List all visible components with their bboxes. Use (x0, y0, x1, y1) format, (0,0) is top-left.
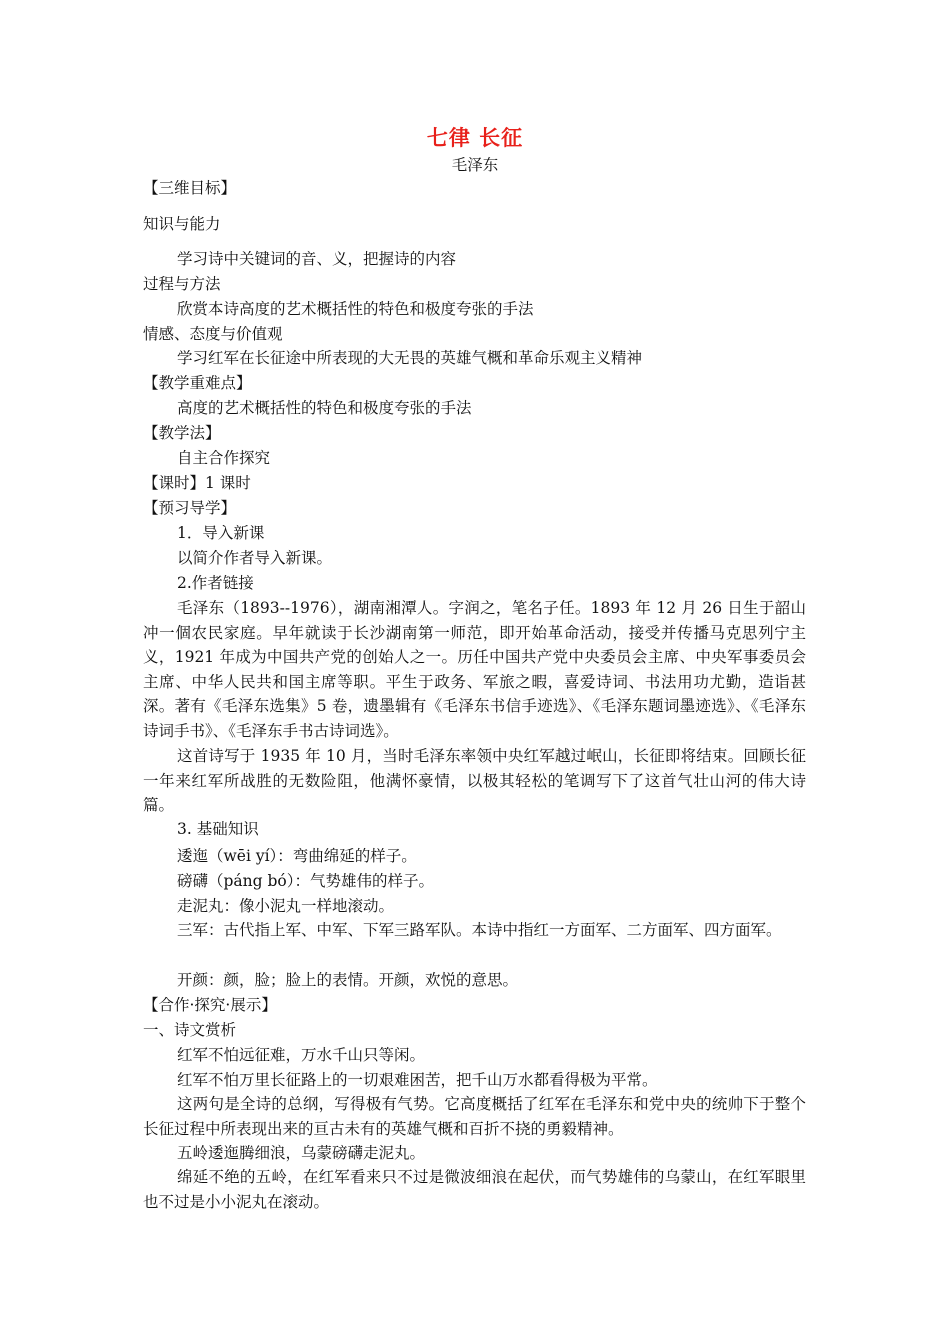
part-poem-analysis: 一、诗文赏析 (143, 1021, 237, 1039)
poem-line-1-analysis: 这两句是全诗的总纲，写得极有气势。它高度概括了红军在毛泽东和党中央的统帅下于整个长征过程中所表现出来的亘古未有的英雄气概和百折不挠的勇毅精神。 (143, 1095, 806, 1138)
heading-goals: 【三维目标】 (143, 179, 237, 197)
emotion-text: 学习红军在长征途中所表现的大无畏的英雄气概和革命乐观主义精神 (177, 349, 643, 367)
poem-line-2: 五岭逶迤腾细浪，乌蒙磅礴走泥丸。 (177, 1144, 426, 1162)
subheading-knowledge: 知识与能力 (143, 215, 221, 233)
vocab-zouniwan: 走泥丸：像小泥丸一样地滚动。 (177, 897, 395, 915)
author-bio-paragraph: 毛泽东（1893--1976），湖南湘潭人。字润之，笔名子任。1893 年 12 月 26 日生于韶山冲一個农民家庭。早年就读于长沙湖南第一师范，即开始革命活动，接受并传播马克思列宁主义，1921 年成为中国共产党的创始人之一。历任中国共产党中央委员会主席、中央军事委员会主席、中华人民共和国主席等职。平生于政务、军旅之暇，喜爱诗词、书法用功尤勤，造诣甚深。著有《毛泽东选集》5 卷，遗墨辑有《毛泽东书信手迹选》、《毛泽东题词墨迹选》、《毛泽东诗词手书》、《毛泽东手书古诗词选》。 (143, 599, 806, 740)
knowledge-text: 学习诗中关键词的音、义，把握诗的内容 (177, 250, 457, 268)
section-author-link: 2.作者链接 (177, 574, 254, 592)
section-basics: 3. 基础知识 (177, 820, 259, 838)
page-title: 七律 长征 (426, 126, 524, 150)
heading-preview: 【预习导学】 (143, 499, 237, 517)
poem-line-2-explanation: 绵延不绝的五岭，在红军看来只不过是微波细浪在起伏，而气势雄伟的乌蒙山，在红军眼里也不过是小小泥丸在滚动。 (143, 1168, 806, 1211)
subheading-process: 过程与方法 (143, 275, 221, 293)
poem-line-1-explanation: 红军不怕万里长征路上的一切艰难困苦，把千山万水都看得极为平常。 (177, 1071, 658, 1089)
vocab-sanjun: 三军：古代指上军、中军、下军三路军队。本诗中指红一方面军、二方面军、四方面军。 (177, 921, 782, 939)
poem-line-1: 红军不怕远征难，万水千山只等闲。 (177, 1046, 426, 1064)
subheading-emotion: 情感、态度与价值观 (143, 325, 283, 343)
vocab-weiyi: 逶迤（wēi yí）：弯曲绵延的样子。 (177, 847, 417, 865)
key-points-text: 高度的艺术概括性的特色和极度夸张的手法 (177, 399, 472, 417)
process-text: 欣赏本诗高度的艺术概括性的特色和极度夸张的手法 (177, 300, 534, 318)
section-intro-text: 以简介作者导入新课。 (177, 549, 333, 567)
poem-background-paragraph: 这首诗写于 1935 年 10 月，当时毛泽东率领中央红军越过岷山，长征即将结束。回顾长征一年来红军所战胜的无数险阻，他满怀豪情，以极其轻松的笔调写下了这首气壮山河的伟大诗篇。 (143, 747, 806, 814)
heading-key-points: 【教学重难点】 (143, 374, 252, 392)
section-intro: 1．导入新课 (177, 524, 265, 542)
author-name: 毛泽东 (451, 156, 499, 174)
heading-period: 【课时】1 课时 (143, 474, 251, 492)
heading-cooperation: 【合作·探究·展示】 (143, 996, 277, 1014)
vocab-kaiyan: 开颜：颜，脸；脸上的表情。开颜，欢悦的意思。 (177, 971, 519, 989)
heading-method: 【教学法】 (143, 424, 221, 442)
vocab-pangbo: 磅礴（páng bó）：气势雄伟的样子。 (177, 872, 434, 890)
method-text: 自主合作探究 (177, 449, 271, 467)
